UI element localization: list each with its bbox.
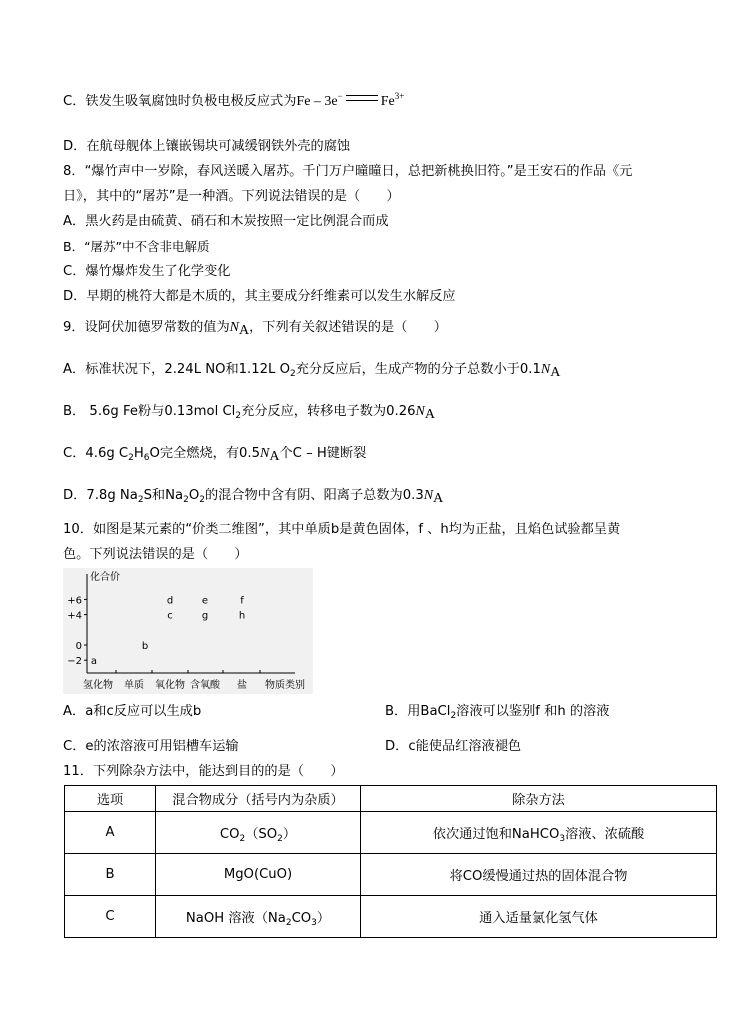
x-tick-label: 氧化物 bbox=[155, 680, 185, 691]
row-a-mixture: $CO_2(SO_2)$ bbox=[156, 812, 361, 854]
row-b-method: 将CO缓慢通过热的固体混合物 bbox=[361, 854, 717, 896]
header-method: 除杂方法 bbox=[361, 786, 717, 812]
row-a-option: A bbox=[65, 812, 156, 854]
y-tick-label: +6 bbox=[67, 595, 82, 607]
q10-option-b: B．用BaCl$_2$溶液可以鉴别f 和h 的溶液 bbox=[385, 704, 610, 721]
row-c-mixture: NaOH 溶液$(Na_2CO_3)$ bbox=[156, 896, 361, 938]
data-point-f: f bbox=[240, 595, 244, 607]
q8-option-a: A．黑火药是由硫黄、硝石和木炭按照一定比例混合而成 bbox=[63, 214, 389, 229]
q9-option-a: A．标准状况下，2.24L NO和1.12L $O_2$充分反应后，生成产物的分子总数小于$0.1N_A$ bbox=[63, 362, 561, 380]
table-row bbox=[65, 812, 717, 854]
q9-stem: 9．设阿伏加德罗常数的值为$N_A$，下列有关叙述错误的是（ ） bbox=[63, 320, 447, 338]
data-point-g: g bbox=[201, 610, 209, 622]
data-point-d: d bbox=[166, 595, 174, 607]
q10-option-c: C．e的浓溶液可用铝槽车运输 bbox=[63, 739, 239, 754]
row-a-method: 依次通过饱和NaHCO$_3$溶液、浓硫酸 bbox=[361, 812, 717, 854]
header-mixture: 混合物成分（括号内为杂质） bbox=[156, 786, 361, 812]
q8-stem-line2: 日》，其中的“屠苏”是一种酒。下列说法错误的是（ ） bbox=[63, 189, 400, 204]
row-b-option: B bbox=[65, 854, 156, 896]
q9-option-c: C．4.6g $C_2H_6O$完全燃烧，有$0.5N_A$个C – H键断裂 bbox=[63, 446, 367, 464]
data-point-h: h bbox=[238, 610, 246, 622]
x-tick-label: 含氧酸 bbox=[190, 680, 220, 691]
data-point-b: b bbox=[141, 641, 149, 652]
q11-stem: 11．下列除杂方法中，能达到目的的是（ ） bbox=[63, 764, 344, 779]
y-axis-label: 化合价 bbox=[90, 572, 120, 583]
q8-option-b: B．“屠苏”中不含非电解质 bbox=[63, 239, 210, 254]
y-tick-label: −2 bbox=[67, 656, 82, 668]
q9-option-b: B． 5.6g Fe粉与0.13mol $Cl_2$充分反应，转移电子数为$0.26N_A$ bbox=[63, 404, 435, 422]
data-point-c: c bbox=[167, 610, 173, 622]
y-tick-label: 0 bbox=[75, 641, 82, 652]
purification-table bbox=[64, 785, 717, 938]
row-c-method: 通入适量氯化氢气体 bbox=[361, 896, 717, 938]
q8-option-d: D．早期的桃符大都是木质的，其主要成分纤维素可以发生水解反应 bbox=[63, 289, 456, 304]
q7-option-c: C．铁发生吸氧腐蚀时负极电极反应式为Fe – 3e− $Fe^{3+}$ bbox=[63, 91, 405, 109]
header-option: 选项 bbox=[65, 786, 156, 812]
row-b-mixture: MgO(CuO) bbox=[156, 854, 361, 896]
q10-stem-line1: 10．如图是某元素的“价类二维图”，其中单质b是黄色固体，f 、h均为正盐，且焰色试验都呈黄 bbox=[63, 522, 621, 537]
q7-option-d: D．在航母舰体上镶嵌锡块可减缓钢铁外壳的腐蚀 bbox=[63, 139, 351, 154]
x-axis-label: 物质类别 bbox=[265, 680, 305, 691]
table-row bbox=[65, 896, 717, 938]
equation-equals-sign bbox=[346, 95, 378, 101]
q10-option-a: A．a和c反应可以生成b bbox=[63, 704, 202, 719]
q7-equation: Fe – 3e− $Fe^{3+}$ bbox=[296, 91, 405, 109]
x-tick-label: 氢化物 bbox=[83, 680, 113, 691]
chart-canvas bbox=[63, 568, 313, 694]
data-point-e: e bbox=[201, 595, 209, 607]
x-tick-label: 单质 bbox=[124, 680, 144, 691]
q10-option-d: D．c能使品红溶液褪色 bbox=[385, 739, 522, 754]
row-c-option: C bbox=[65, 896, 156, 938]
q9-option-d: D．7.8g $Na_2S$和$Na_2O_2$的混合物中含有阴、阳离子总数为$0.3N_A$ bbox=[63, 488, 444, 506]
table-header-row bbox=[65, 786, 717, 812]
table-row bbox=[65, 854, 717, 896]
y-tick-label: +4 bbox=[67, 610, 82, 622]
data-point-a: a bbox=[90, 656, 98, 668]
q8-option-c: C．爆竹爆炸发生了化学变化 bbox=[63, 264, 231, 279]
x-tick-label: 盐 bbox=[237, 680, 247, 691]
q8-stem-line1: 8．“爆竹声中一岁除，春风送暖入屠苏。千门万户曈曈日，总把新桃换旧符。”是王安石的作品《元 bbox=[63, 164, 633, 179]
q10-stem-line2: 色。下列说法错误的是（ ） bbox=[63, 547, 248, 562]
valence-class-chart bbox=[63, 568, 313, 694]
